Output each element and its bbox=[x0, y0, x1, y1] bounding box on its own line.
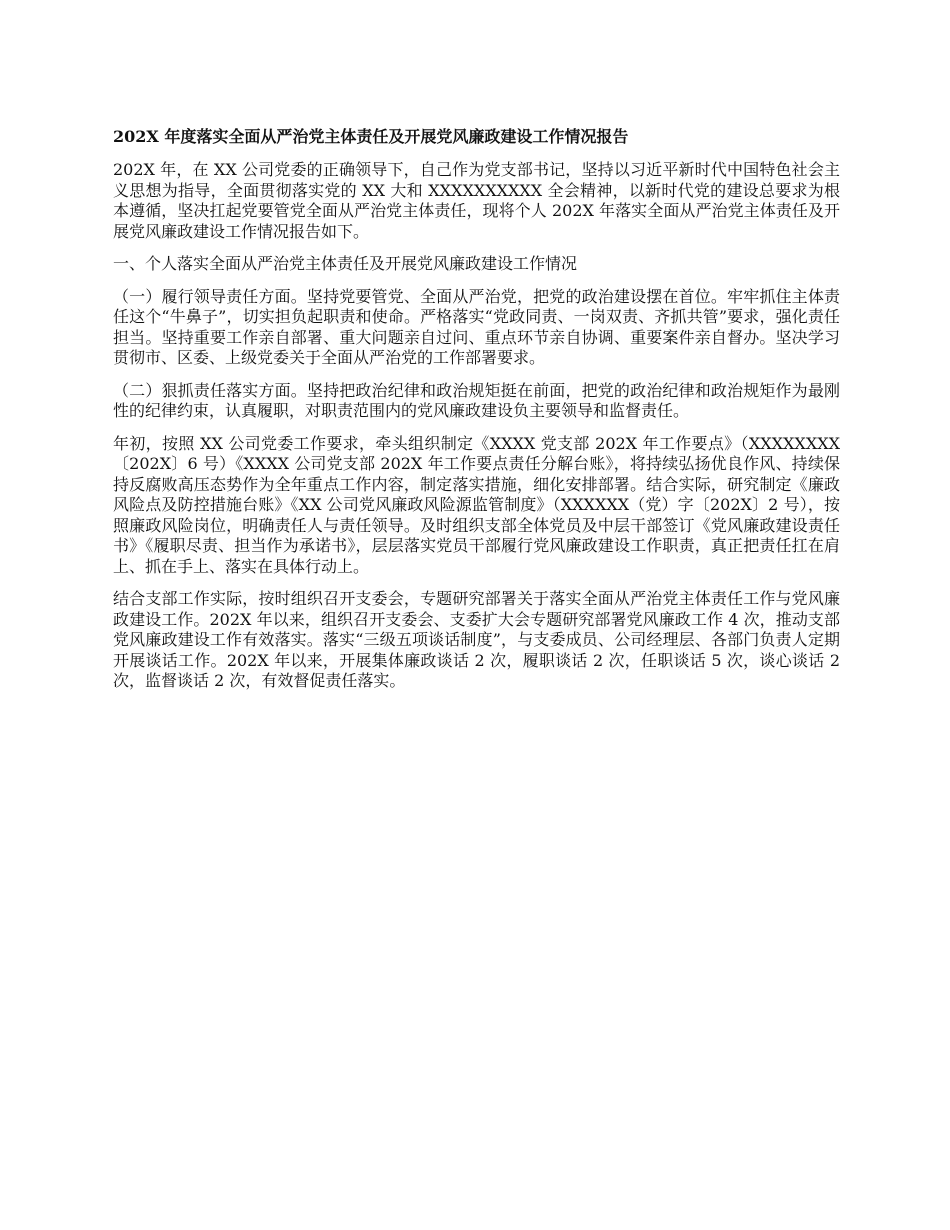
section-heading: 一、个人落实全面从严治党主体责任及开展党风廉政建设工作情况 bbox=[113, 254, 578, 273]
leadership-paragraph: （一）履行领导责任方面。坚持党要管党、全面从严治党，把党的政治建设摆在首位。牢牢抓住主体责任这个“牛鼻子”，切实担负起职责和使命。严格落实“党政同责、一岗双责、齐抓共管”要求，强化责任担当。坚持重要工作亲自部署、重大问题亲自过问、重点环节亲自协调、重要案件亲自督办。坚决学习贯彻市、区委、上级党委关于全面从严治党的工作部署要求。 bbox=[113, 286, 840, 367]
responsibility-paragraph: （二）狠抓责任落实方面。坚持把政治纪律和政治规矩挺在前面，把党的政治纪律和政治规矩作为最刚性的纪律约束，认真履职，对职责范围内的党风廉政建设负主要领导和监督责任。 bbox=[113, 380, 840, 420]
intro-paragraph: 202X 年，在 XX 公司党委的正确领导下，自己作为党支部书记，坚持以习近平新时代中国特色社会主义思想为指导，全面贯彻落实党的 XX 大和 XXXXXXXXXX 全会精神，以新时代党的建设总要求为根本遵循，坚决扛起党要管党全面从严治党主体责任，现将个人 202X 年落实全面从严治党主体责任及开展党风廉政建设工作情况报告如下。 bbox=[113, 160, 840, 241]
meetings-paragraph: 结合支部工作实际，按时组织召开支委会，专题研究部署关于落实全面从严治党主体责任工作与党风廉政建设工作。202X 年以来，组织召开支委会、支委扩大会专题研究部署党风廉政工作 4 次，推动支部党风廉政建设工作有效落实。落实“三级五项谈话制度”，与支委成员、公司经理层、各部门负责人定期开展谈话工作。202X 年以来，开展集体廉政谈话 2 次，履职谈话 2 次，任职谈话 5 次，谈心谈话 2 次，监督谈话 2 次，有效督促责任落实。 bbox=[113, 589, 840, 690]
document-title: 202X 年度落实全面从严治党主体责任及开展党风廉政建设工作情况报告 bbox=[113, 127, 629, 146]
document-page bbox=[113, 124, 840, 704]
annual-plan-paragraph: 年初，按照 XX 公司党委工作要求，牵头组织制定《XXXX 党支部 202X 年工作要点》（XXXXXXXX〔202X〕6 号）《XXXX 公司党支部 202X 年工作要点责任分解台账》，将持续弘扬优良作风、持续保持反腐败高压态势作为全年重点工作内容，制定落实措施，细化安排部署。结合实际，研究制定《廉政风险点及防控措施台账》《XX 公司党风廉政风险源监管制度》（XXXXXX（党）字〔202X〕2 号），按照廉政风险岗位，明确责任人与责任领导。及时组织支部全体党员及中层干部签订《党风廉政建设责任书》《履职尽责、担当作为承诺书》，层层落实党员干部履行党风廉政建设工作职责，真正把责任扛在肩上、抓在手上、落实在具体行动上。 bbox=[113, 433, 840, 576]
